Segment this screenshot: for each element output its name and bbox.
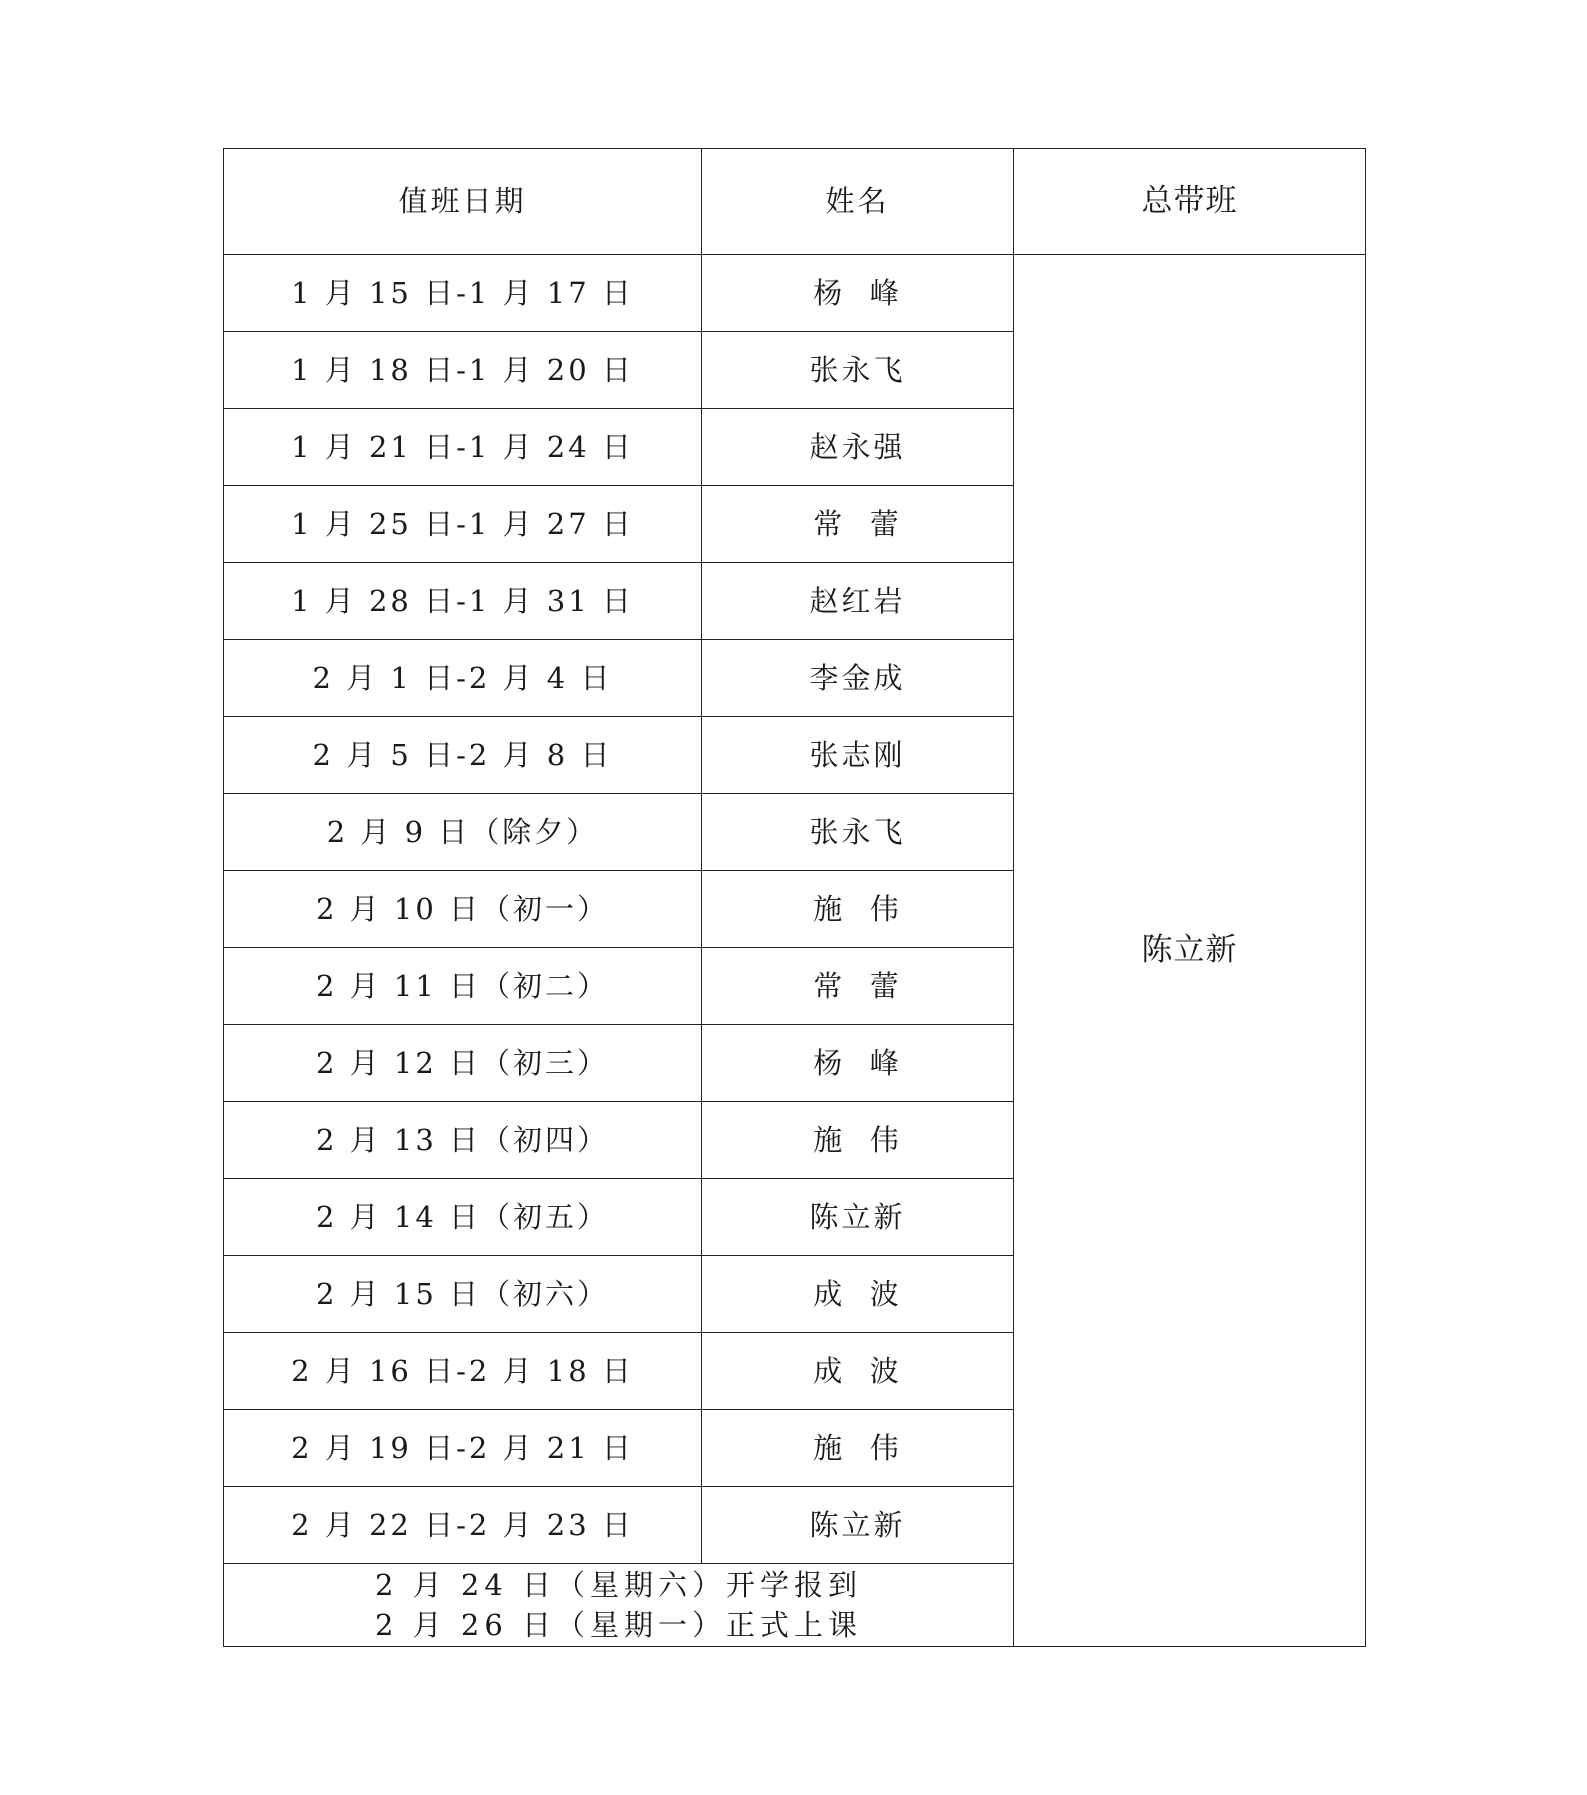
name-text: 杨 峰: [813, 275, 902, 310]
date-text: 1 月 25 日-1 月 27 日: [291, 506, 634, 541]
name-text: 成 波: [813, 1353, 902, 1388]
date-text: 2 月 5 日-2 月 8 日: [312, 737, 613, 772]
date-cell: [224, 1179, 702, 1256]
name-text: 成 波: [813, 1276, 902, 1311]
footer-line-registration: 2 月 24 日（星期六）开学报到: [374, 1568, 862, 1602]
name-text: 张永飞: [809, 352, 906, 387]
name-text: 赵永强: [809, 429, 906, 464]
name-text: 李金成: [809, 660, 906, 695]
table-row: [224, 255, 1366, 332]
duty-schedule-table: [223, 148, 1366, 1647]
header-lead-label: 总带班: [1141, 182, 1238, 219]
date-cell: [224, 563, 702, 640]
name-cell: [702, 1179, 1014, 1256]
name-text: 赵红岩: [809, 583, 906, 618]
date-text: 2 月 1 日-2 月 4 日: [312, 660, 613, 695]
name-cell: [702, 563, 1014, 640]
name-cell: [702, 640, 1014, 717]
date-text: 2 月 12 日（初三）: [315, 1045, 609, 1080]
name-cell: [702, 1487, 1014, 1564]
date-cell: [224, 717, 702, 794]
date-cell: [224, 486, 702, 563]
name-text: 杨 峰: [813, 1045, 902, 1080]
header-date-label: 值班日期: [398, 184, 527, 219]
name-cell: [702, 409, 1014, 486]
date-cell: [224, 1025, 702, 1102]
name-cell: [702, 1256, 1014, 1333]
date-cell: [224, 948, 702, 1025]
name-cell: [702, 1333, 1014, 1410]
date-text: 2 月 15 日（初六）: [315, 1276, 609, 1311]
header-lead: [1014, 149, 1366, 255]
date-text: 2 月 16 日-2 月 18 日: [291, 1353, 634, 1388]
date-text: 1 月 15 日-1 月 17 日: [291, 275, 634, 310]
name-cell: [702, 717, 1014, 794]
lead-cell: [1014, 255, 1366, 1647]
header-name: [702, 149, 1014, 255]
date-text: 2 月 22 日-2 月 23 日: [291, 1507, 634, 1542]
name-cell: [702, 871, 1014, 948]
date-cell: [224, 409, 702, 486]
name-text: 常 蕾: [813, 506, 902, 541]
date-text: 2 月 14 日（初五）: [315, 1199, 609, 1234]
name-cell: [702, 794, 1014, 871]
name-text: 施 伟: [813, 1122, 902, 1157]
date-text: 2 月 9 日（除夕）: [326, 814, 599, 849]
date-text: 1 月 28 日-1 月 31 日: [291, 583, 634, 618]
name-text: 陈立新: [809, 1199, 906, 1234]
name-text: 张志刚: [809, 737, 906, 772]
date-cell: [224, 1256, 702, 1333]
header-name-label: 姓名: [825, 184, 890, 219]
header-date: [224, 149, 702, 255]
footer-line-classes: 2 月 26 日（星期一）正式上课: [374, 1608, 862, 1642]
name-text: 施 伟: [813, 891, 902, 926]
name-text: 张永飞: [809, 814, 906, 849]
date-text: 2 月 13 日（初四）: [315, 1122, 609, 1157]
name-cell: [702, 1025, 1014, 1102]
date-cell: [224, 1102, 702, 1179]
name-text: 常 蕾: [813, 968, 902, 1003]
name-cell: [702, 1102, 1014, 1179]
lead-person: 陈立新: [1141, 931, 1238, 968]
date-text: 2 月 19 日-2 月 21 日: [291, 1430, 634, 1465]
date-text: 2 月 11 日（初二）: [315, 968, 609, 1003]
date-cell: [224, 640, 702, 717]
name-cell: [702, 255, 1014, 332]
date-cell: [224, 332, 702, 409]
date-text: 1 月 18 日-1 月 20 日: [291, 352, 634, 387]
date-cell: [224, 1333, 702, 1410]
name-cell: [702, 948, 1014, 1025]
name-text: 陈立新: [809, 1507, 906, 1542]
name-text: 施 伟: [813, 1430, 902, 1465]
date-cell: [224, 871, 702, 948]
date-cell: [224, 255, 702, 332]
date-cell: [224, 794, 702, 871]
date-cell: [224, 1487, 702, 1564]
header-row: [224, 149, 1366, 255]
footer-note: [224, 1564, 1014, 1647]
date-text: 1 月 21 日-1 月 24 日: [291, 429, 634, 464]
date-text: 2 月 10 日（初一）: [315, 891, 609, 926]
name-cell: [702, 1410, 1014, 1487]
name-cell: [702, 332, 1014, 409]
date-cell: [224, 1410, 702, 1487]
name-cell: [702, 486, 1014, 563]
